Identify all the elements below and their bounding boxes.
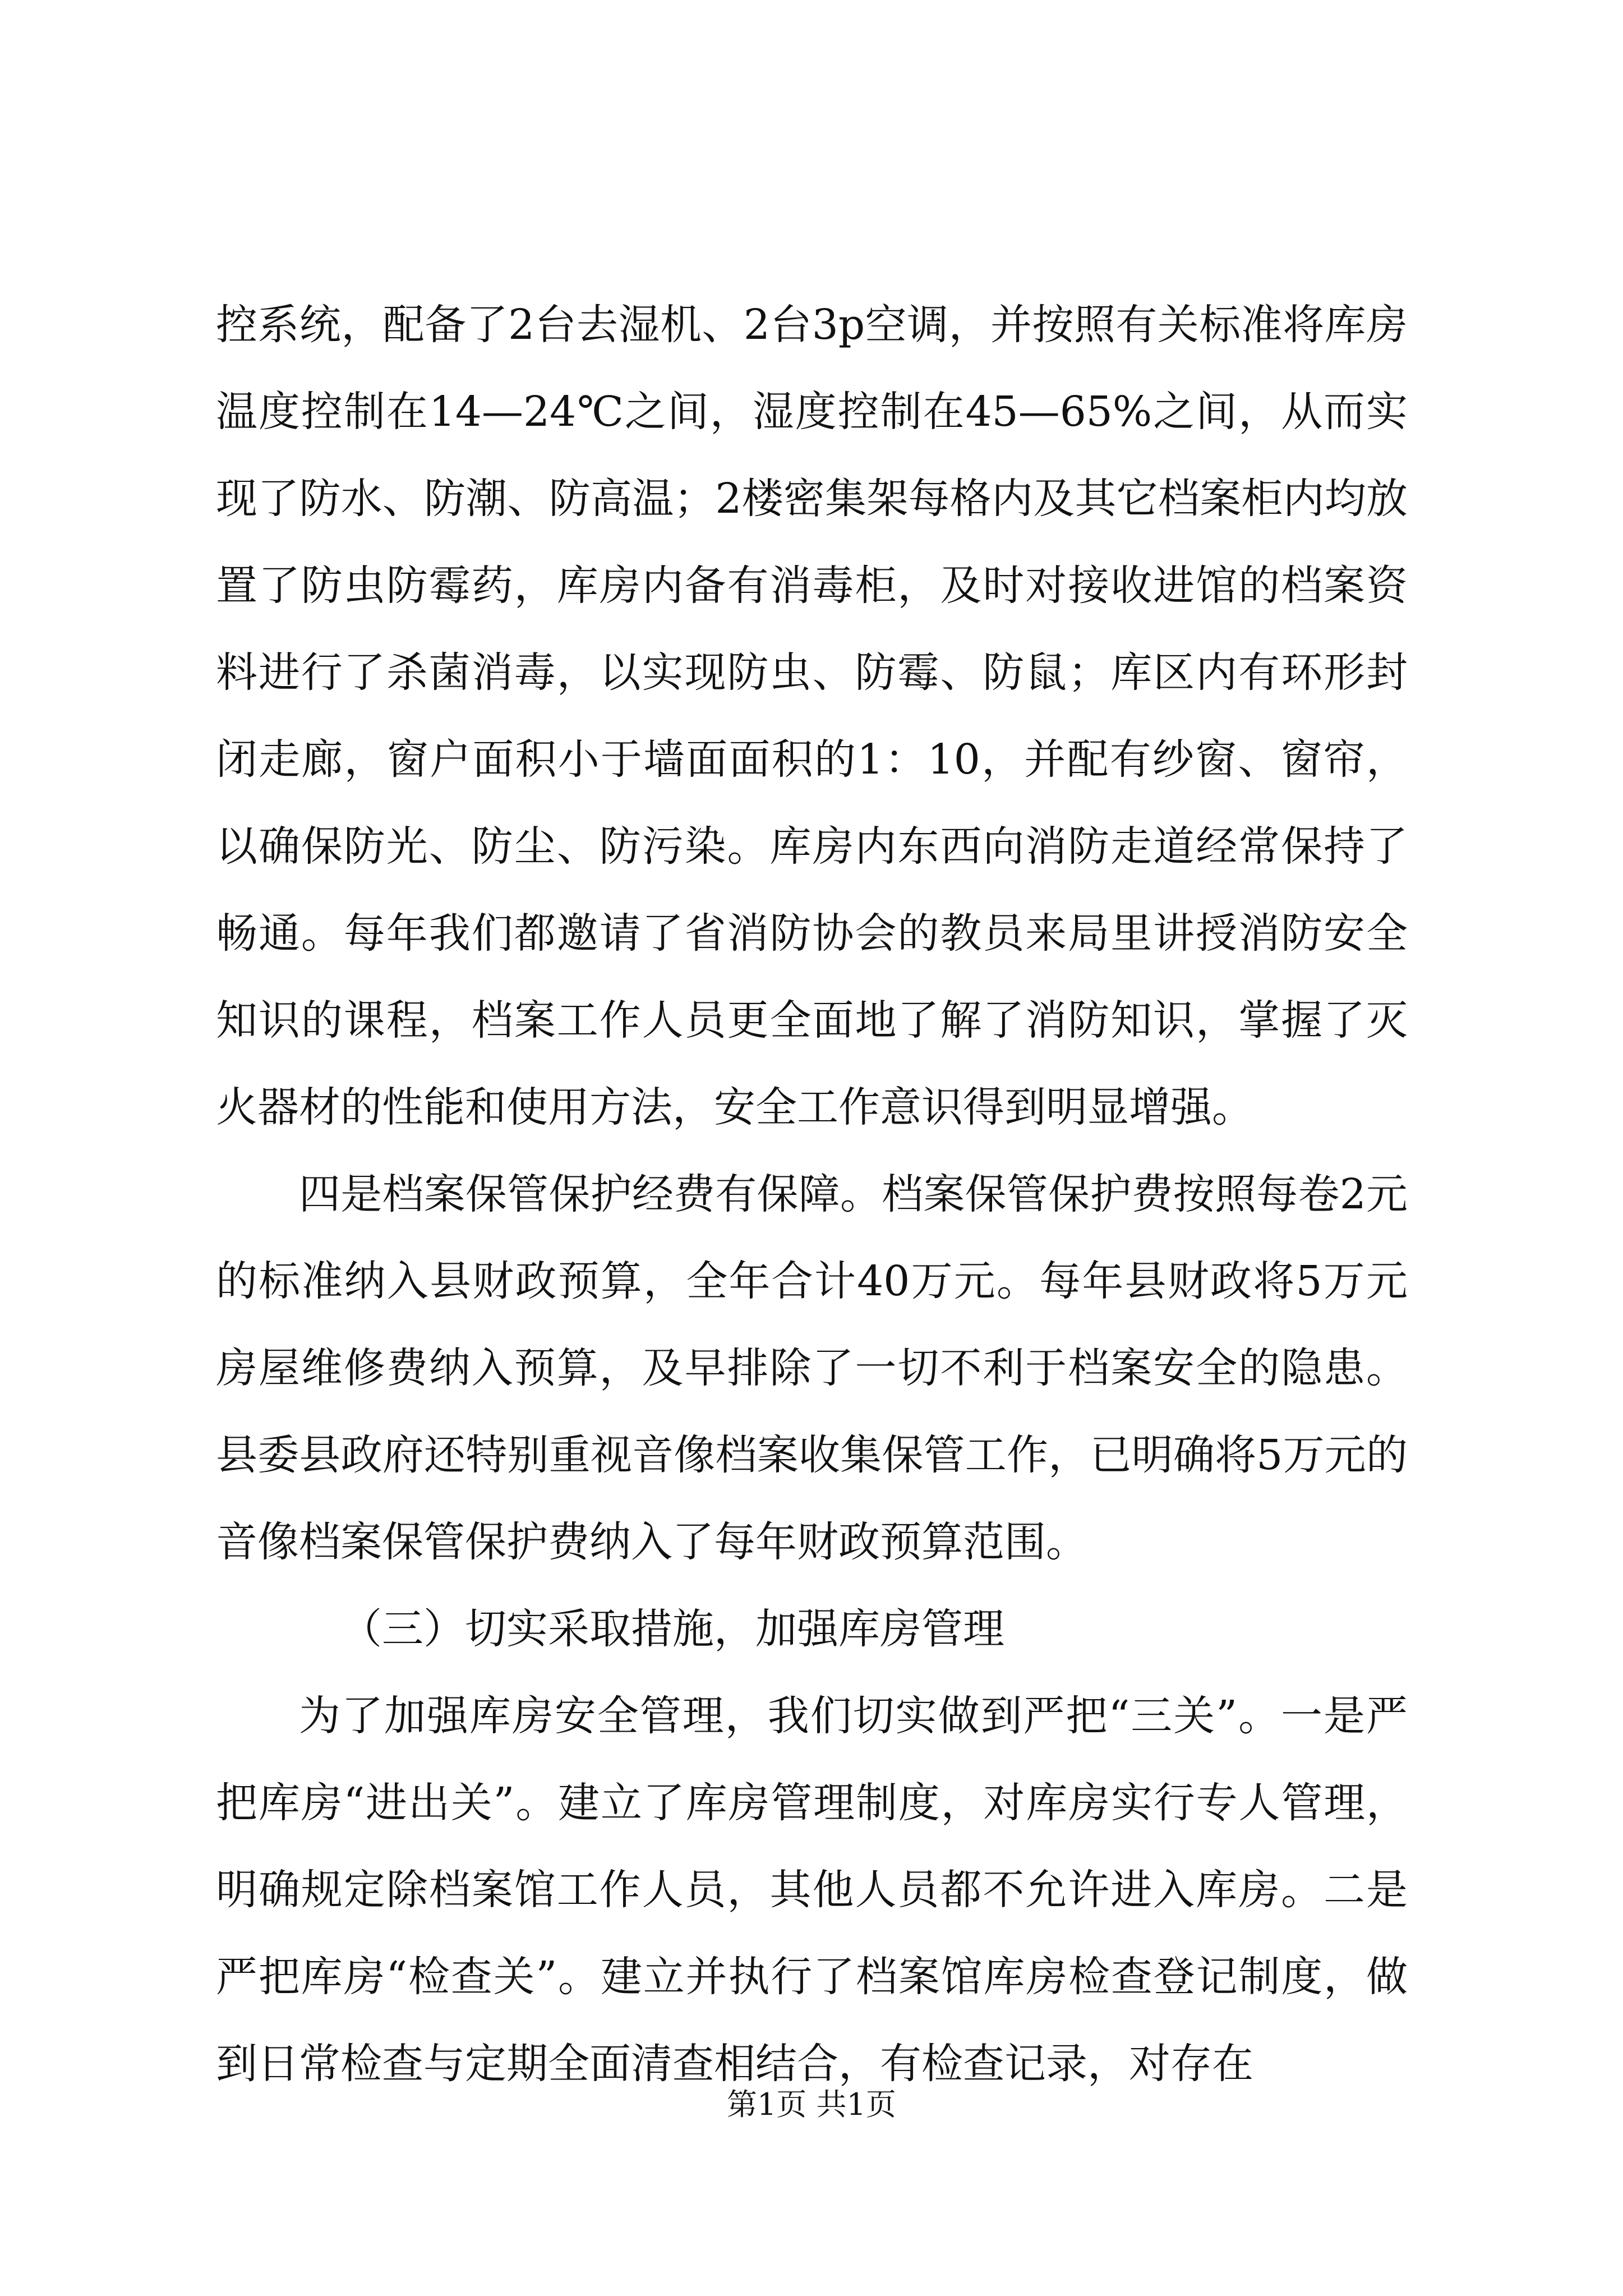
section-heading: （三）切实采取措施，加强库房管理 — [340, 1605, 1004, 1653]
page-number-footer: 第1页 共1页 — [727, 2087, 896, 2122]
paragraph-funding: 四是档案保管保护经费有保障。档案保管保护费按照每卷2元的标准纳入县财政预算，全年合计40万元。每年县财政将5万元房屋维修费纳入预算，及早排除了一切不利于档案安全的隐患。县委县政府还特别重视音像档案收集保管工作，已明确将5万元的音像档案保管保护费纳入了每年财政预算范围。 — [216, 1170, 1408, 1566]
paragraph-continuation: 控系统，配备了2台去湿机、2台3p空调，并按照有关标准将库房温度控制在14—24℃之间，湿度控制在45—65%之间，从而实现了防水、防潮、防高温；2楼密集架每格内及其它档案柜内均放置了防虫防霉药，库房内备有消毒柜，及时对接收进馆的档案资料进行了杀菌消毒，以实现防虫、防霉、防鼠；库区内有环形封闭走廊，窗户面积小于墙面面积的1：10，并配有纱窗、窗帘，以确保防光、防尘、防污染。库房内东西向消防走道经常保持了畅通。每年我们都邀请了省消防协会的教员来局里讲授消防安全知识的课程，档案工作人员更全面地了解了消防知识，掌握了灭火器材的性能和使用方法，安全工作意识得到明显增强。 — [216, 301, 1408, 1131]
paragraph-storage-management: 为了加强库房安全管理，我们切实做到严把“三关”。一是严把库房“进出关”。建立了库房管理制度，对库房实行专人管理，明确规定除档案馆工作人员，其他人员都不允许进入库房。二是严把库房“检查关”。建立并执行了档案馆库房检查登记制度，做到日常检查与定期全面清查相结合，有检查记录，对存在 — [216, 1692, 1408, 2088]
document-body — [216, 282, 1408, 2108]
